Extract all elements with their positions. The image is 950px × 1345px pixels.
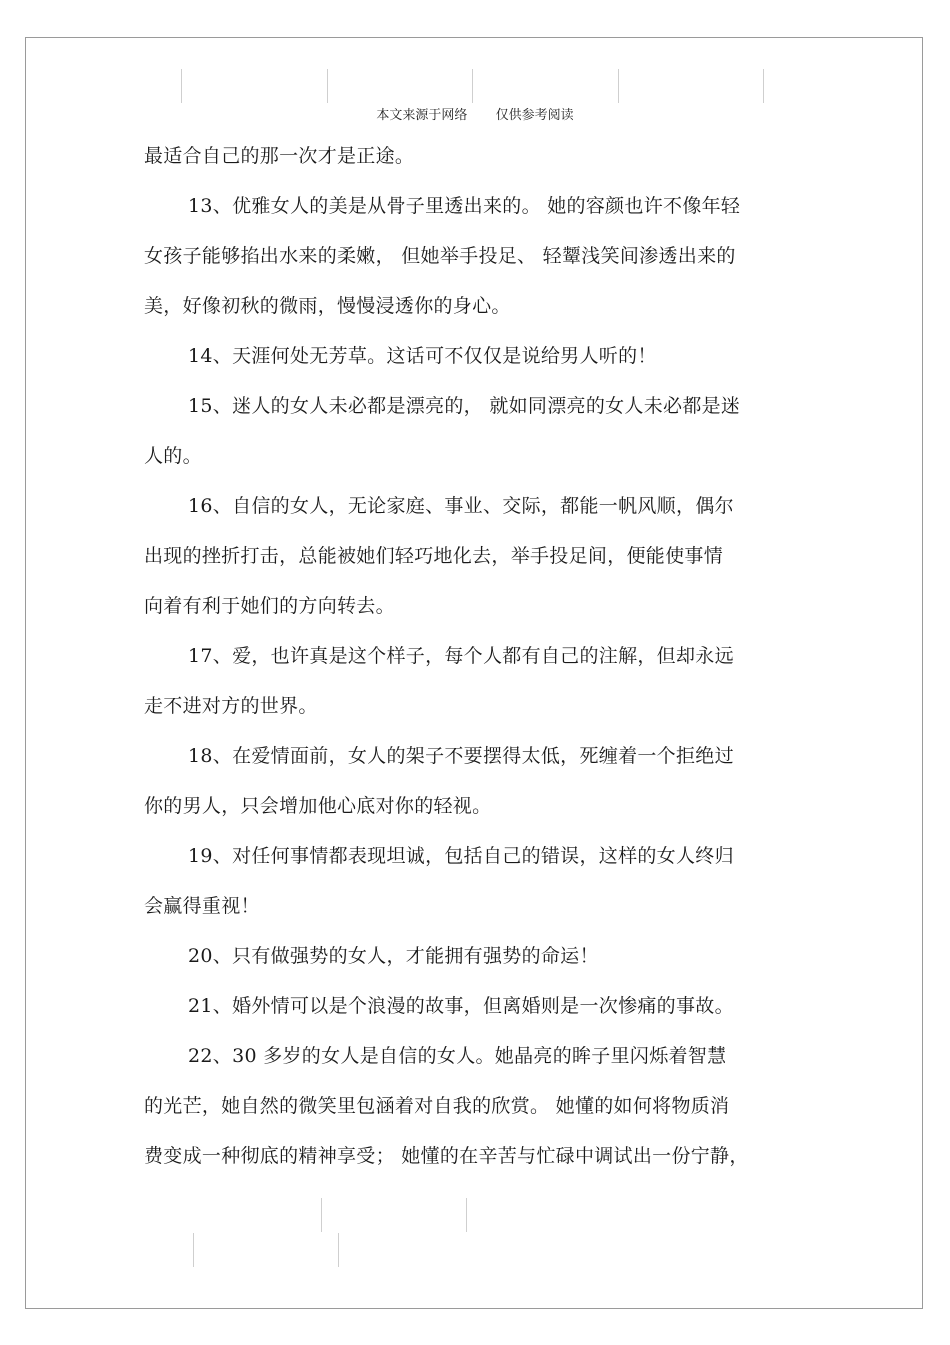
text-line: 走不进对方的世界。 xyxy=(144,695,318,717)
text-line: 费变成一种彻底的精神享受； 她懂的在辛苦与忙碌中调试出一份宁静， xyxy=(144,1145,749,1167)
bottom-rule-mark-3 xyxy=(193,1233,194,1267)
text-line: 美，好像初秋的微雨，慢慢浸透你的身心。 xyxy=(144,295,511,317)
text-line: 14、天涯何处无芳草。这话可不仅仅是说给男人听的！ xyxy=(188,345,657,367)
text-line: 21、婚外情可以是个浪漫的故事，但离婚则是一次惨痛的事故。 xyxy=(188,995,734,1017)
text-line: 最适合自己的那一次才是正途。 xyxy=(144,145,415,167)
text-line: 15、迷人的女人未必都是漂亮的， 就如同漂亮的女人未必都是迷 xyxy=(188,395,741,417)
text-line: 出现的挫折打击，总能被她们轻巧地化去，举手投足间，便能使事情 xyxy=(144,545,724,567)
top-rule-mark-4 xyxy=(618,69,619,103)
text-line: 17、爱，也许真是这个样子，每个人都有自己的注解，但却永远 xyxy=(188,645,734,667)
top-rule-mark-3 xyxy=(472,69,473,103)
bottom-rule-mark-1 xyxy=(321,1198,322,1232)
text-line: 18、在爱情面前，女人的架子不要摆得太低，死缠着一个拒绝过 xyxy=(188,745,734,767)
text-line: 19、对任何事情都表现坦诚，包括自己的错误，这样的女人终归 xyxy=(188,845,734,867)
text-line: 13、优雅女人的美是从骨子里透出来的。 她的容颜也许不像年轻 xyxy=(188,195,741,217)
top-rule-mark-5 xyxy=(763,69,764,103)
text-line: 16、自信的女人，无论家庭、事业、交际，都能一帆风顺，偶尔 xyxy=(188,495,734,517)
page-header xyxy=(0,104,950,123)
text-line: 向着有利于她们的方向转去。 xyxy=(144,595,395,617)
top-rule-mark-1 xyxy=(181,69,182,103)
text-line: 女孩子能够掐出水来的柔嫩， 但她举手投足、 轻颦浅笑间渗透出来的 xyxy=(144,245,736,267)
text-line: 22、30 多岁的女人是自信的女人。她晶亮的眸子里闪烁着智慧 xyxy=(188,1045,727,1067)
text-line: 会赢得重视！ xyxy=(144,895,260,917)
header-reference-text: 仅供参考阅读 xyxy=(495,108,574,123)
text-line: 人的。 xyxy=(144,445,202,467)
top-rule-mark-2 xyxy=(327,69,328,103)
text-line: 的光芒，她自然的微笑里包涵着对自我的欣赏。 她懂的如何将物质消 xyxy=(144,1095,730,1117)
bottom-rule-mark-4 xyxy=(338,1233,339,1267)
header-source-text: 本文来源于网络 xyxy=(376,108,468,123)
text-line: 20、只有做强势的女人，才能拥有强势的命运！ xyxy=(188,945,599,967)
text-line: 你的男人，只会增加他心底对你的轻视。 xyxy=(144,795,492,817)
bottom-rule-mark-2 xyxy=(466,1198,467,1232)
document-body xyxy=(144,131,804,1181)
